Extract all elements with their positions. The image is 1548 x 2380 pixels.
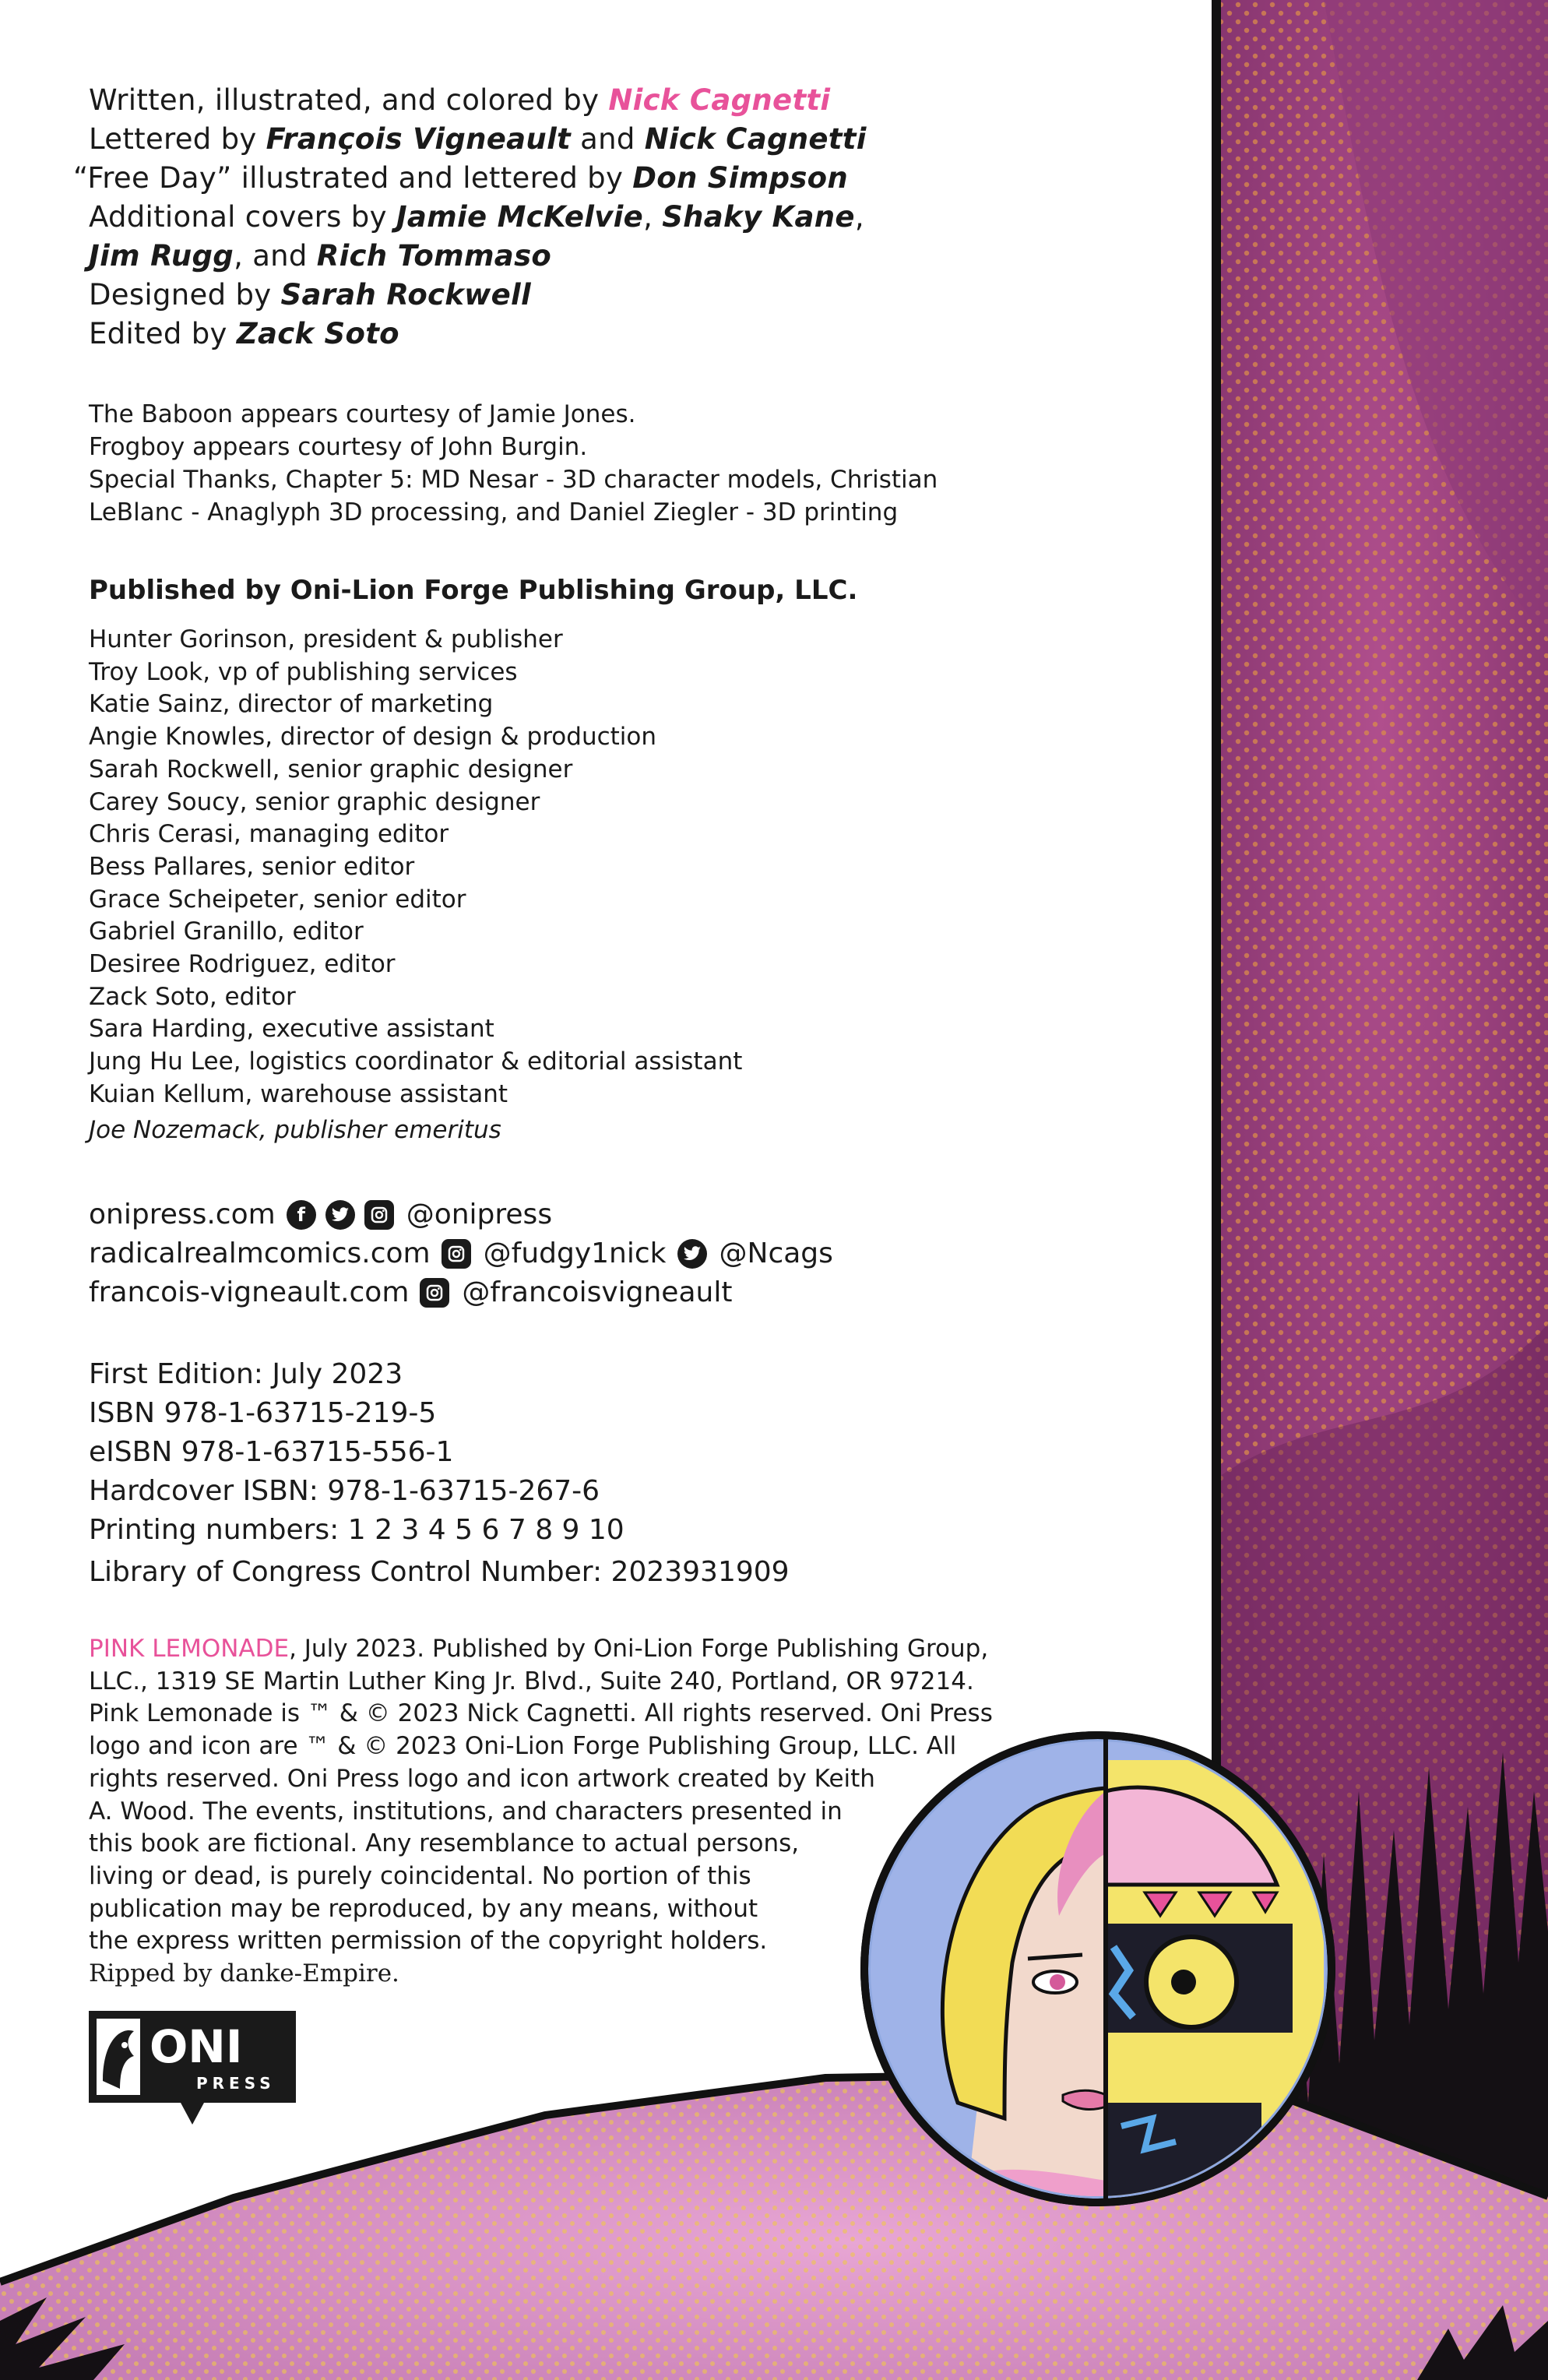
credit-label: Designed by	[89, 278, 281, 312]
social-handle[interactable]: @onipress	[406, 1199, 553, 1230]
separator: ,	[854, 200, 864, 234]
legal-text: , July 2023. Published by Oni-Lion Forge Publishing Group,	[289, 1635, 989, 1663]
social-row-letterer	[89, 1273, 833, 1312]
artist-name: Don Simpson	[632, 161, 849, 195]
staff-item: Hunter Gorinson, president & publisher	[89, 625, 563, 653]
staff-item: Sarah Rockwell, senior graphic designer	[89, 755, 573, 783]
credit-label: Lettered by	[89, 122, 266, 156]
logo-sub: PRESS	[196, 2074, 276, 2093]
staff-emeritus: Joe Nozemack, publisher emeritus	[89, 1115, 501, 1144]
credit-free-day	[73, 159, 867, 198]
social-handle[interactable]: @fudgy1nick	[483, 1238, 667, 1269]
staff-item: Jung Hu Lee, logistics coordinator & editorial assistant	[89, 1047, 743, 1076]
hardcover-isbn-line: Hardcover ISBN: 978-1-63715-267-6	[89, 1475, 600, 1507]
cover-artist-name: Jim Rugg	[89, 239, 234, 273]
staff-item: Kuian Kellum, warehouse assistant	[89, 1079, 508, 1108]
letterer-name: François Vigneault	[266, 122, 572, 156]
cover-artist-name: Jamie McKelvie	[396, 200, 644, 234]
creator-name: Nick Cagnetti	[608, 83, 831, 117]
ripped-note: Ripped by danke-Empire.	[89, 1959, 399, 1988]
staff-item: Chris Cerasi, managing editor	[89, 820, 449, 849]
social-row-oni	[89, 1195, 833, 1234]
legal-line: logo and icon are ™ & © 2023 Oni-Lion Forge Publishing Group, LLC. All	[89, 1732, 957, 1761]
staff-item: Desiree Rodriguez, editor	[89, 950, 396, 979]
credits-block	[73, 81, 867, 354]
courtesy-line: The Baboon appears courtesy of Jamie Jones.	[89, 400, 636, 428]
credit-lettered	[89, 120, 867, 159]
courtesy-line: Special Thanks, Chapter 5: MD Nesar - 3D character models, Christian	[89, 466, 938, 494]
credit-label: “Free Day” illustrated and lettered by	[73, 161, 633, 195]
instagram-icon[interactable]	[364, 1200, 394, 1230]
legal-line: rights reserved. Oni Press logo and icon artwork created by Keith	[89, 1764, 875, 1793]
legal-line: this book are fictional. Any resemblance to actual persons,	[89, 1829, 800, 1858]
credit-designed	[89, 276, 867, 315]
website-link[interactable]: francois-vigneault.com	[89, 1276, 410, 1308]
isbn-line: ISBN 978-1-63715-219-5	[89, 1397, 437, 1429]
legal-line: LLC., 1319 SE Martin Luther King Jr. Blvd., Suite 240, Portland, OR 97214.	[89, 1667, 974, 1695]
facebook-icon[interactable]: f	[287, 1200, 316, 1230]
legal-line: living or dead, is purely coincidental. No portion of this	[89, 1861, 751, 1890]
twitter-icon[interactable]	[677, 1239, 707, 1269]
logo-word: ONI	[150, 2020, 243, 2073]
letterer-name: Nick Cagnetti	[644, 122, 867, 156]
courtesy-line: LeBlanc - Anaglyph 3D processing, and Daniel Ziegler - 3D printing	[89, 498, 899, 526]
credit-covers	[89, 198, 867, 237]
credit-label: and	[571, 122, 645, 156]
staff-item: Sara Harding, executive assistant	[89, 1015, 494, 1044]
legal-line	[89, 1633, 1070, 1666]
website-link[interactable]: onipress.com	[89, 1199, 276, 1230]
loc-number-line: Library of Congress Control Number: 2023931909	[89, 1556, 790, 1588]
staff-item: Katie Sainz, director of marketing	[89, 690, 494, 719]
legal-line: publication may be reproduced, by any means, without	[89, 1894, 758, 1923]
credit-label: Additional covers by	[89, 200, 396, 234]
staff-item: Zack Soto, editor	[89, 982, 296, 1011]
instagram-icon[interactable]	[420, 1278, 449, 1308]
credit-covers-cont	[89, 237, 867, 276]
instagram-icon[interactable]	[442, 1239, 471, 1269]
social-row-creator	[89, 1234, 833, 1273]
separator: ,	[643, 200, 663, 234]
book-title: PINK LEMONADE	[89, 1635, 290, 1663]
cover-artist-name: Shaky Kane	[662, 200, 855, 234]
legal-line: Pink Lemonade is ™ & © 2023 Nick Cagnetti. All rights reserved. Oni Press	[89, 1699, 993, 1728]
legal-line: A. Wood. The events, institutions, and characters presented in	[89, 1797, 843, 1825]
staff-item: Angie Knowles, director of design & production	[89, 723, 657, 752]
courtesy-line: Frogboy appears courtesy of John Burgin.	[89, 433, 588, 461]
credit-edited	[89, 315, 867, 354]
social-handle[interactable]: @Ncags	[719, 1238, 833, 1269]
staff-list	[89, 624, 742, 1146]
twitter-icon[interactable]	[325, 1200, 355, 1230]
social-links	[89, 1195, 833, 1312]
cover-artist-name: Rich Tommaso	[316, 239, 552, 273]
edition-line: First Edition: July 2023	[89, 1358, 403, 1390]
edition-info	[89, 1355, 790, 1592]
credit-label: Edited by	[89, 317, 237, 350]
oni-press-logo	[89, 2011, 296, 2125]
eisbn-line: eISBN 978-1-63715-556-1	[89, 1436, 454, 1468]
staff-item: Gabriel Granillo, editor	[89, 917, 364, 946]
separator: , and	[234, 239, 317, 273]
courtesy-block	[89, 398, 938, 529]
legal-line: the express written permission of the copyright holders.	[89, 1927, 768, 1956]
legal-notice	[89, 1633, 1070, 1991]
credit-label: Written, illustrated, and colored by	[89, 83, 609, 117]
printing-numbers-line: Printing numbers: 1 2 3 4 5 6 7 8 9 10	[89, 1514, 624, 1546]
editor-name: Zack Soto	[236, 317, 399, 350]
website-link[interactable]: radicalrealmcomics.com	[89, 1238, 431, 1269]
publisher-heading: Published by Oni-Lion Forge Publishing Group, LLC.	[89, 575, 858, 606]
staff-item: Bess Pallares, senior editor	[89, 852, 415, 881]
credit-written	[89, 81, 867, 120]
staff-item: Carey Soucy, senior graphic designer	[89, 787, 540, 816]
staff-item: Troy Look, vp of publishing services	[89, 657, 518, 686]
designer-name: Sarah Rockwell	[280, 278, 532, 312]
social-handle[interactable]: @francoisvigneault	[462, 1276, 733, 1308]
staff-item: Grace Scheipeter, senior editor	[89, 885, 466, 914]
